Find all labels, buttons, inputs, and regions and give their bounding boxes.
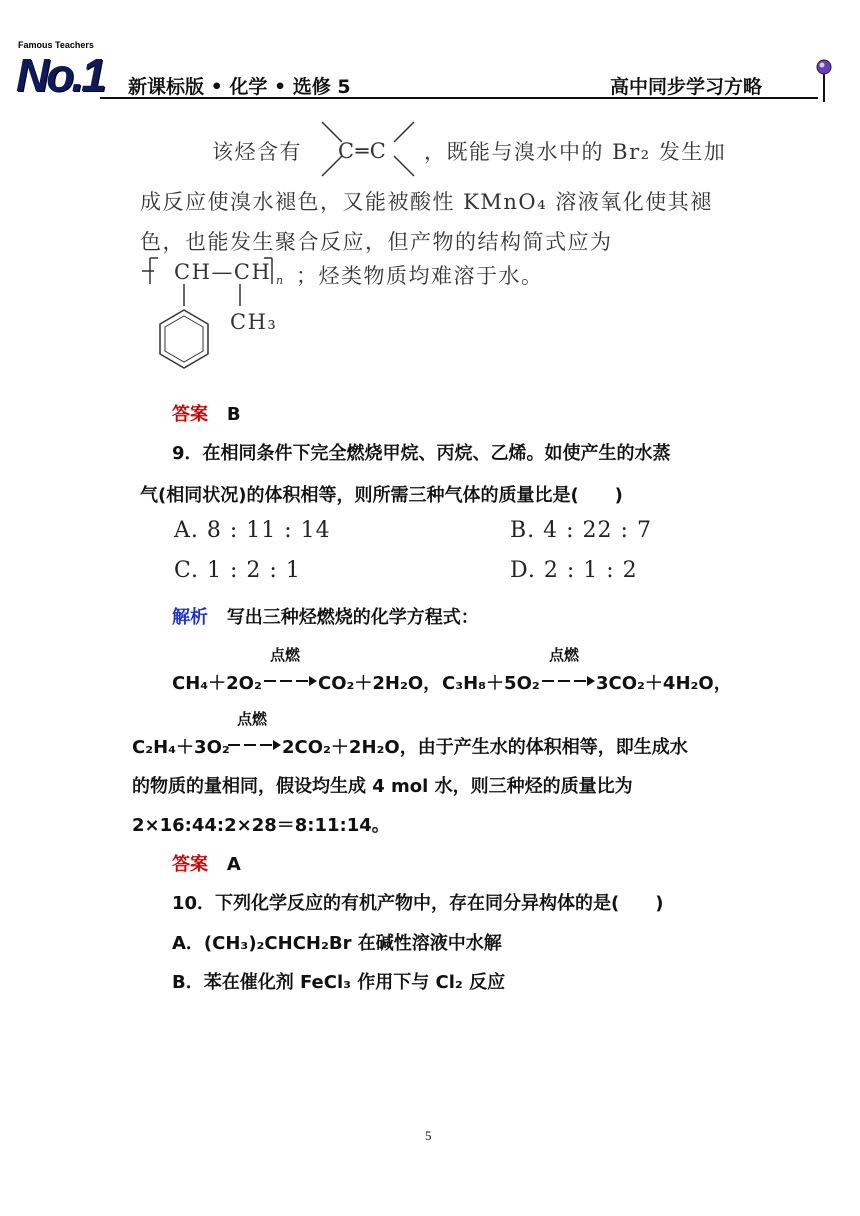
q9-option-b: B. 4 : 22 : 7: [510, 518, 652, 543]
polymer-n: n: [276, 274, 284, 287]
header-left-title: 新课标版 • 化学 • 选修 5: [128, 76, 351, 98]
page-number: 5: [425, 1128, 432, 1143]
answer-1: [172, 400, 241, 426]
reaction-arrow-icon: [262, 674, 318, 688]
logo-small-text: Famous Teachers: [18, 40, 94, 50]
scan-line3: 色，也能发生聚合反应，但产物的结构简式应为: [140, 230, 613, 254]
condition-1: 点燃: [270, 646, 301, 664]
header-rule: [100, 97, 818, 99]
q9-option-d: D. 2 : 1 : 2: [510, 558, 638, 583]
pin-icon: [814, 58, 834, 104]
q9-line2: 气(相同状况)的体积相等，则所需三种气体的质量比是( ): [140, 485, 623, 506]
analysis-intro: 写出三种烃燃烧的化学方程式：: [226, 607, 479, 628]
eq3-left: C₂H₄＋3O₂: [132, 737, 230, 758]
answer-value: A: [226, 854, 241, 875]
q9-option-a: A. 8 : 11 : 14: [174, 518, 331, 543]
scan-cc: C═C: [338, 139, 388, 163]
q10-stem: 10．下列化学反应的有机产物中，存在同分异构体的是( ): [172, 893, 664, 914]
reaction-arrow-icon: [226, 738, 282, 752]
q10-option-a: A．(CH₃)₂CHCH₂Br 在碱性溶液中水解: [172, 933, 502, 954]
eq1-left: CH₄＋2O₂: [172, 673, 262, 694]
condition-2: 点燃: [549, 646, 580, 664]
q9-option-c: C. 1 : 2 : 1: [174, 558, 301, 583]
scan-line1-suffix: ，既能与溴水中的 Br₂ 发生加: [424, 140, 727, 164]
logo-main-text: No.1: [16, 49, 104, 101]
q9-line1: 9．在相同条件下完全燃烧甲烷、丙烷、乙烯。如使产生的水蒸: [172, 443, 671, 464]
analysis-intro-line: [172, 603, 479, 629]
answer-2: [172, 850, 241, 876]
logo: [16, 40, 106, 102]
polymer-chain: CH—CH: [174, 260, 272, 284]
analysis-label: 解析: [172, 607, 208, 628]
answer-label: 答案: [172, 404, 208, 425]
analysis-line4: 的物质的量相同，假设均生成 4 mol 水，则三种烃的质量比为: [132, 776, 633, 797]
answer-label: 答案: [172, 854, 208, 875]
analysis-line5: 2×16:44:2×28＝8:11:14。: [132, 815, 390, 836]
scan-line4-suffix: ；烃类物质均难溶于水。: [296, 264, 544, 288]
scan-line1-prefix: 该烃含有: [212, 140, 302, 164]
reaction-arrow-icon: [540, 674, 596, 688]
q10-option-b: B．苯在催化剂 FeCl₃ 作用下与 Cl₂ 反应: [172, 972, 506, 993]
condition-3: 点燃: [237, 710, 268, 728]
scan-line2: 成反应使溴水褪色，又能被酸性 KMnO₄ 溶液氧化使其褪: [140, 190, 713, 214]
eq2-right: 3CO₂＋4H₂O，: [596, 673, 732, 694]
polymer-ch3: CH₃: [230, 310, 278, 334]
eq1-right: CO₂＋2H₂O，: [318, 673, 442, 694]
answer-value: B: [226, 404, 241, 425]
eq3-right: 2CO₂＋2H₂O，由于产生水的体积相等，即生成水: [282, 737, 688, 758]
eq2-left: C₃H₈＋5O₂: [442, 673, 540, 694]
header-right-title: 高中同步学习方略: [610, 76, 763, 98]
